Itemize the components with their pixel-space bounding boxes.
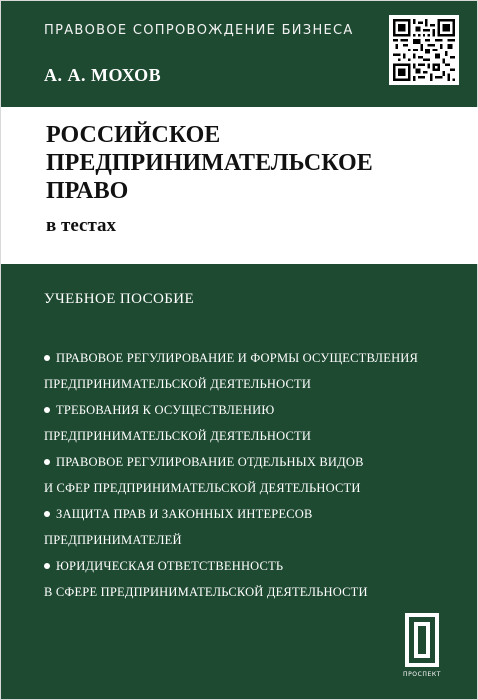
title-band (1, 107, 478, 264)
qr-code-icon (389, 15, 459, 85)
publication-type: УЧЕБНОЕ ПОСОБИЕ (44, 291, 195, 307)
bullet-icon (44, 511, 50, 517)
topic-text: И СФЕР ПРЕДПРИНИМАТЕЛЬСКОЙ ДЕЯТЕЛЬНОСТИ (44, 481, 361, 495)
topic-text: ПРАВОВОЕ РЕГУЛИРОВАНИЕ ОТДЕЛЬНЫХ ВИДОВ (56, 455, 364, 469)
title-line: ПРЕДПРИНИМАТЕЛЬСКОЕ (46, 150, 373, 176)
series-title: ПРАВОВОЕ СОПРОВОЖДЕНИЕ БИЗНЕСА (44, 23, 354, 38)
topics-list (44, 345, 464, 605)
list-item (44, 345, 464, 397)
publisher-name: ПРОСПЕКТ (402, 671, 442, 678)
book-title (46, 121, 466, 205)
bullet-icon (44, 355, 50, 361)
title-line: РОССИЙСКОЕ (46, 122, 221, 148)
topic-text: ЗАЩИТА ПРАВ И ЗАКОННЫХ ИНТЕРЕСОВ (56, 507, 313, 521)
book-subtitle: в тестах (46, 215, 117, 236)
topic-text: ПРЕДПРИНИМАТЕЛЬСКОЙ ДЕЯТЕЛЬНОСТИ (44, 429, 312, 443)
topic-text: ПРЕДПРИНИМАТЕЛЕЙ (44, 533, 182, 547)
publisher-logo-icon (405, 613, 439, 667)
list-item (44, 553, 464, 605)
bullet-icon (44, 563, 50, 569)
title-line: ПРАВО (46, 178, 129, 204)
bullet-icon (44, 407, 50, 413)
list-item (44, 501, 464, 553)
bullet-icon (44, 459, 50, 465)
author-name: А. А. МОХОВ (44, 65, 162, 85)
topic-text: ПРЕДПРИНИМАТЕЛЬСКОЙ ДЕЯТЕЛЬНОСТИ (44, 377, 312, 391)
topic-text: ТРЕБОВАНИЯ К ОСУЩЕСТВЛЕНИЮ (56, 403, 275, 417)
list-item (44, 397, 464, 449)
list-item (44, 449, 464, 501)
topic-text: В СФЕРЕ ПРЕДПРИНИМАТЕЛЬСКОЙ ДЕЯТЕЛЬНОСТИ (44, 585, 368, 599)
topic-text: ПРАВОВОЕ РЕГУЛИРОВАНИЕ И ФОРМЫ ОСУЩЕСТВЛЕНИЯ (56, 351, 419, 365)
topic-text: ЮРИДИЧЕСКАЯ ОТВЕТСТВЕННОСТЬ (56, 559, 284, 573)
